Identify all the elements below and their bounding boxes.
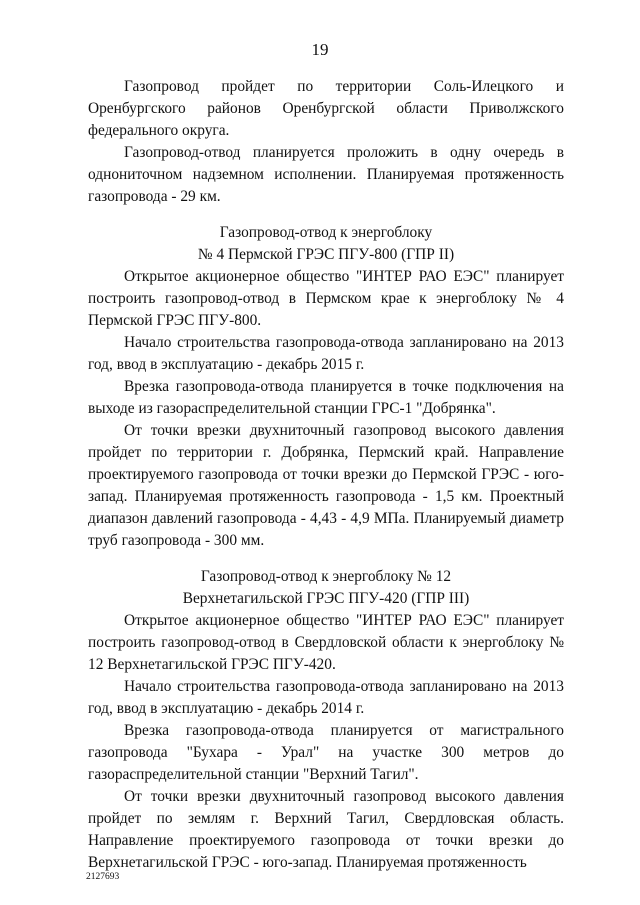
section-1-paragraph-1: Открытое акционерное общество "ИНТЕР РАО ЕЭС" планирует построить газопровод-отвод в Пермском крае к энергоблоку № 4 Пермской ГРЭС ПГУ-800. — [88, 268, 564, 329]
section-1-title-line-1: Газопровод-отвод к энергоблоку — [219, 224, 433, 241]
section-2-paragraph-3: Врезка газопровода-отвода планируется от магистрального газопровода "Бухара - Урал" на участке 300 метров до газораспределительной станции "Верхний Тагил". — [88, 722, 564, 783]
section-1-heading — [88, 222, 564, 266]
document-body — [88, 76, 564, 874]
section-2-heading — [88, 566, 564, 610]
document-id: 2127693 — [86, 872, 120, 882]
section-1-paragraph-4: От точки врезки двухниточный газопровод высокого давления пройдет по территории г. Добрянка, Пермский край. Направление проектируемого газопровода от точки врезки до Пермской ГРЭС - юго-запад. Планируемая протяженность газопровода - 1,5 км. Проектный диапазон давлений газопровода - 4,43 - 4,9 МПа. Планируемый диаметр труб газопровода - 300 мм. — [88, 422, 564, 549]
section-2-title-line-2: Верхнетагильской ГРЭС ПГУ-420 (ГПР III) — [182, 590, 470, 607]
section-2-paragraph-2: Начало строительства газопровода-отвода запланировано на 2013 год, ввод в эксплуатацию - декабрь 2014 г. — [88, 678, 564, 717]
section-2-paragraph-1: Открытое акционерное общество "ИНТЕР РАО ЕЭС" планирует построить газопровод-отвод в Свердловской области к энергоблоку № 12 Верхнетагильской ГРЭС ПГУ-420. — [88, 612, 564, 673]
page-number: 19 — [311, 40, 329, 59]
section-2-title-line-1: Газопровод-отвод к энергоблоку № 12 — [200, 568, 452, 585]
intro-paragraph-2: Газопровод-отвод планируется проложить в одну очередь в однониточном надземном исполнении. Планируемая протяженность газопровода - 29 км. — [88, 144, 564, 205]
section-1-paragraph-3: Врезка газопровода-отвода планируется в точке подключения на выходе из газораспределительной станции ГРС-1 "Добрянка". — [88, 378, 564, 417]
section-2-paragraph-4: От точки врезки двухниточный газопровод высокого давления пройдет по землям г. Верхний Тагил, Свердловская область. Направление проектируемого газопровода от точки врезки до Верхнетагильской ГРЭС - юго-запад. Планируемая протяженность — [88, 788, 564, 871]
intro-paragraph-1: Газопровод пройдет по территории Соль-Илецкого и Оренбургского районов Оренбургской области Приволжского федерального округа. — [88, 78, 564, 139]
section-1-title-line-2: № 4 Пермской ГРЭС ПГУ-800 (ГПР II) — [197, 246, 455, 263]
section-1-paragraph-2: Начало строительства газопровода-отвода запланировано на 2013 год, ввод в эксплуатацию - декабрь 2015 г. — [88, 334, 564, 373]
